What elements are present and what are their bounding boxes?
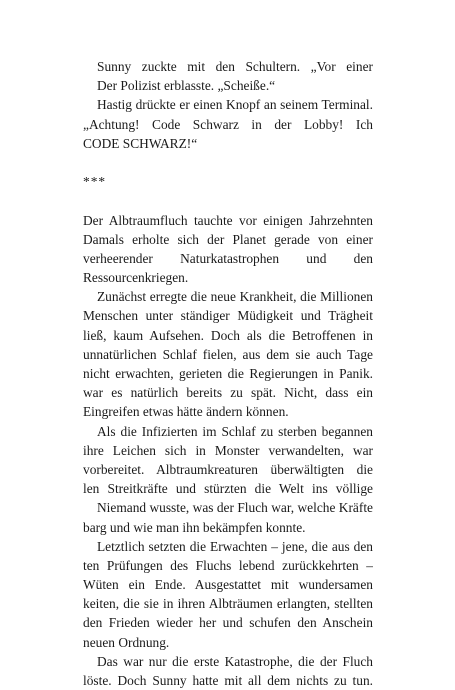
- text-line: vorbereitet. Albtraumkreaturen überwältigten die: [83, 460, 373, 479]
- text-line: Menschen unter ständiger Müdigkeit und Trägheit: [83, 306, 373, 325]
- text-line: Eingreifen etwas hätte ändern können.: [83, 402, 373, 421]
- text-line: Niemand wusste, was der Fluch war, welche Kräfte: [83, 498, 373, 517]
- backstory-section: [83, 211, 373, 690]
- text-line: Zunächst erregte die neue Krankheit, die Millionen: [83, 287, 373, 306]
- text-line: den Frieden wieder her und schufen den Anschein: [83, 613, 373, 632]
- text-line: ließ, kaum Aufsehen. Doch als die Betroffenen in: [83, 326, 373, 345]
- text-line: Der Albtraumfluch tauchte vor einigen Jahrzehnten: [83, 211, 373, 230]
- text-line: unnatürlichen Schlaf fielen, aus dem sie auch Tage: [83, 345, 373, 364]
- text-line: Ressourcenkriegen.: [83, 268, 373, 287]
- text-line: löste. Doch Sunny hatte mit all dem nichts zu tun.: [83, 671, 373, 690]
- text-line: Damals erholte sich der Planet gerade von einer: [83, 230, 373, 249]
- scene-separator: ***: [83, 172, 373, 191]
- text-line: neuen Ordnung.: [83, 633, 373, 652]
- text-line: Als die Infizierten im Schlaf zu sterben begannen: [83, 422, 373, 441]
- dialogue-section: [83, 57, 373, 153]
- text-line: „Achtung! Code Schwarz in der Lobby! Ich: [83, 115, 373, 134]
- text-line: Der Polizist erblasste. „Scheiße.“: [83, 76, 373, 95]
- text-line: CODE SCHWARZ!“: [83, 134, 373, 153]
- text-line: ihre Leichen sich in Monster verwandelten, war: [83, 441, 373, 460]
- text-line: Sunny zuckte mit den Schultern. „Vor einer: [83, 57, 373, 76]
- text-line: Das war nur die erste Katastrophe, die der Fluch: [83, 652, 373, 671]
- text-line: keiten, die sie in ihren Albträumen erlangten, stellten: [83, 594, 373, 613]
- text-line: nicht erwachten, gerieten die Regierungen in Panik.: [83, 364, 373, 383]
- text-line: barg und wie man ihn bekämpfen konnte.: [83, 518, 373, 537]
- text-line: Hastig drückte er einen Knopf an seinem Terminal.: [83, 95, 373, 114]
- text-line: Wüten ein Ende. Ausgestattet mit wundersamen: [83, 575, 373, 594]
- text-line: war es natürlich bereits zu spät. Nicht, dass ein: [83, 383, 373, 402]
- text-line: Letztlich setzten die Erwachten – jene, die aus den: [83, 537, 373, 556]
- text-line: ten Prüfungen des Fluchs lebend zurückkehrten –: [83, 556, 373, 575]
- text-line: verheerender Naturkatastrophen und den: [83, 249, 373, 268]
- text-line: len Streitkräfte und stürzten die Welt ins völlige: [83, 479, 373, 498]
- book-page: [83, 57, 373, 690]
